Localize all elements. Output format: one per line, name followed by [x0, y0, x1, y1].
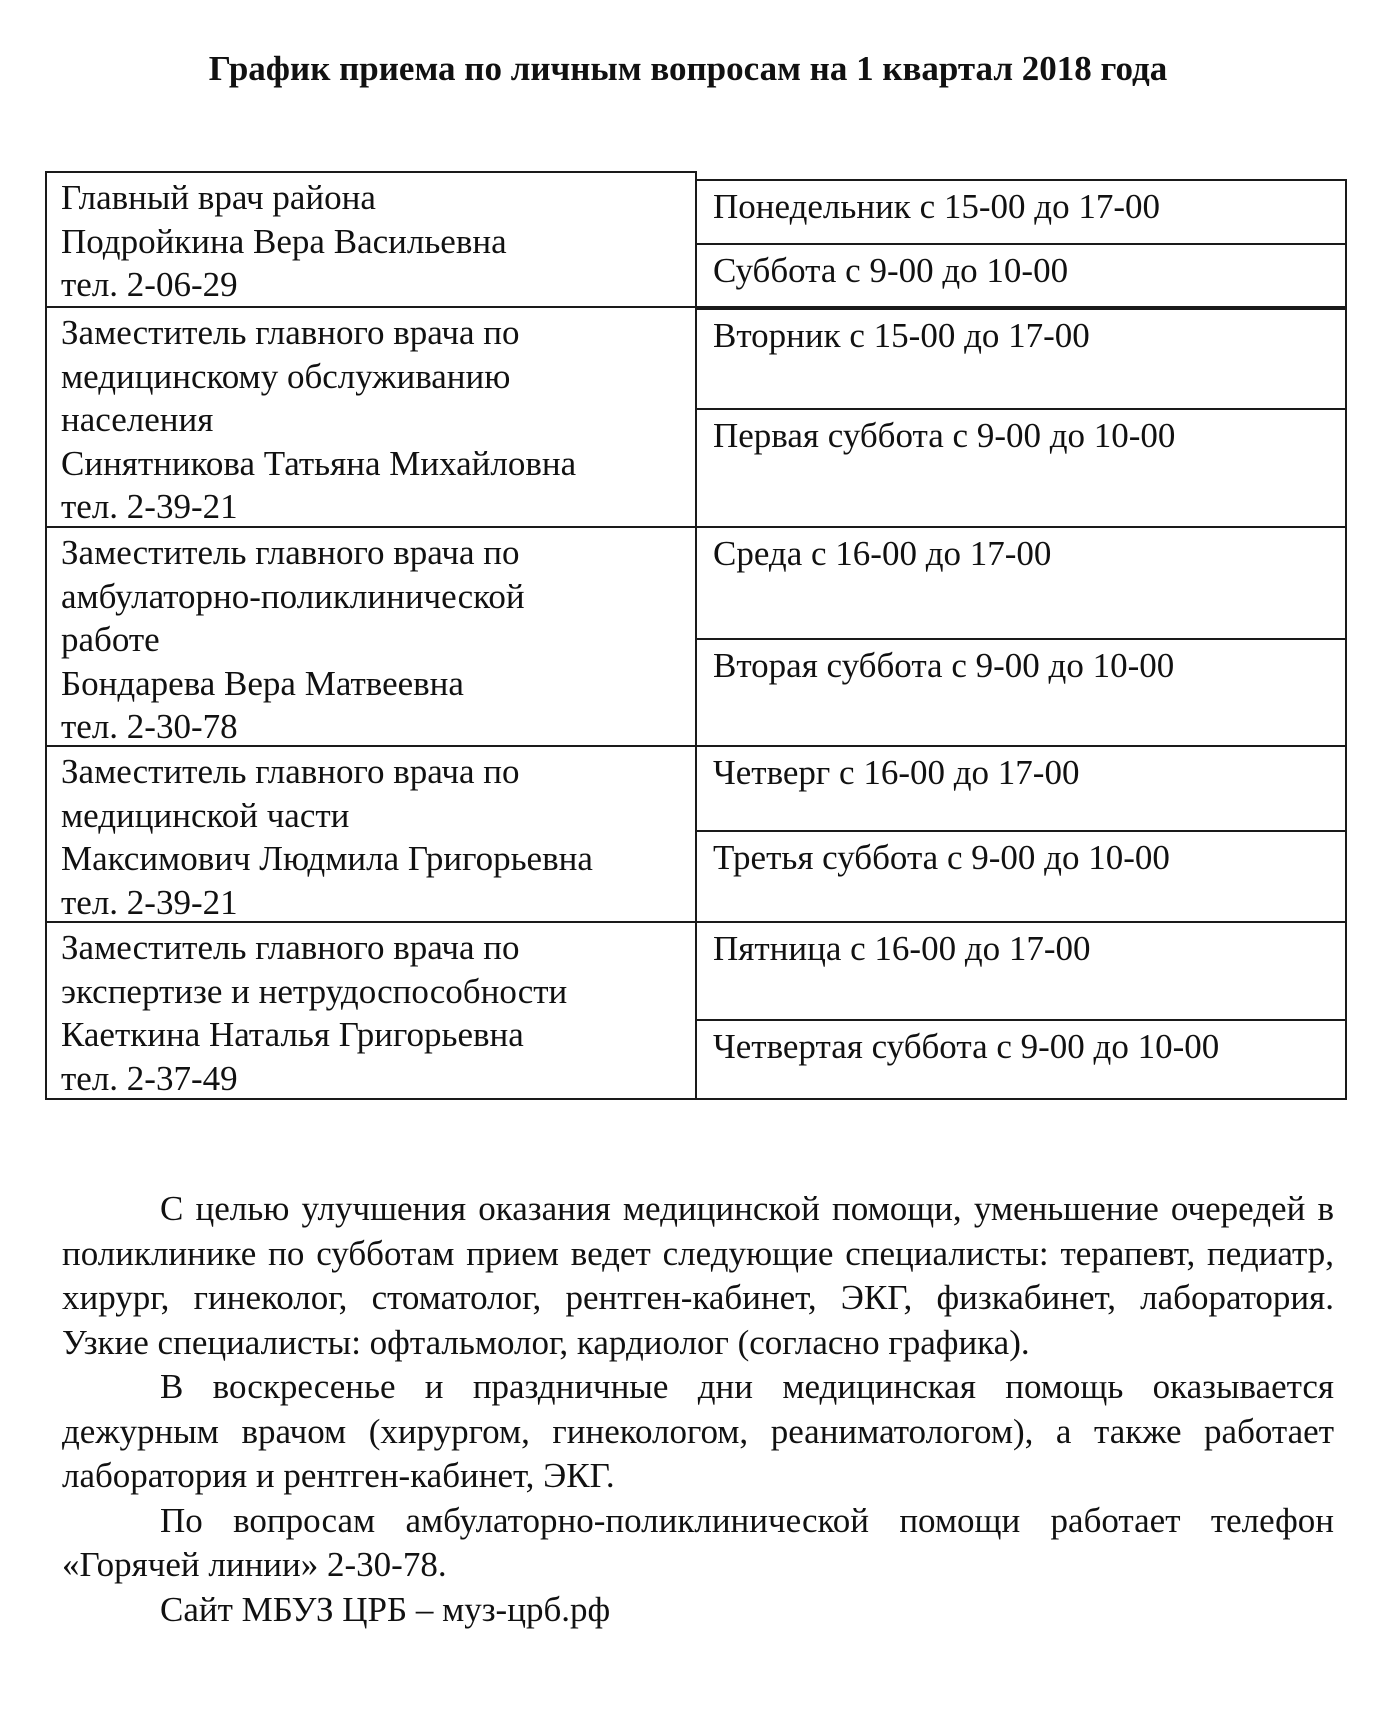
- official-cell: [45, 921, 697, 1100]
- official-phone: тел. 2-39-21: [61, 882, 238, 922]
- official-name: Максимович Людмила Григорьевна: [61, 839, 593, 878]
- schedule-row: [45, 306, 1347, 528]
- weekday-slot: Понедельник с 15-00 до 17-00: [695, 179, 1347, 245]
- hotline-paragraph: По вопросам амбулаторно-поликлинической помощи работает телефон «Горячей линии» 2-30-78.: [62, 1500, 1334, 1584]
- official-position: амбулаторно-поликлинической: [61, 576, 525, 616]
- weekday-slot: Вторник с 15-00 до 17-00: [695, 308, 1347, 410]
- saturday-slot: Первая суббота с 9-00 до 10-00: [695, 408, 1347, 528]
- official-position: Заместитель главного врача по: [61, 928, 520, 967]
- document-title: График приема по личным вопросам на 1 квартал 2018 года: [208, 49, 1168, 88]
- official-phone: тел. 2-30-78: [61, 707, 238, 746]
- schedule-row: [45, 526, 1347, 747]
- saturday-slot: Вторая суббота с 9-00 до 10-00: [695, 638, 1347, 747]
- weekday-slot: Среда с 16-00 до 17-00: [695, 526, 1347, 640]
- weekday-slot: Пятница с 16-00 до 17-00: [695, 921, 1347, 1021]
- official-cell: [45, 745, 697, 923]
- official-position: экспертизе и нетрудоспособности: [61, 971, 568, 1011]
- official-position: населения: [61, 400, 214, 439]
- official-position: Заместитель главного врача по: [61, 533, 520, 572]
- official-name: Каеткина Наталья Григорьевна: [61, 1015, 524, 1054]
- saturday-slot: Четвертая суббота с 9-00 до 10-00: [695, 1019, 1347, 1100]
- schedule-row: [45, 745, 1347, 923]
- official-position: Главный врач района: [61, 178, 376, 217]
- official-position: медицинскому обслуживанию: [61, 356, 511, 396]
- official-phone: тел. 2-37-49: [61, 1058, 238, 1098]
- website-line: Сайт МБУЗ ЦРБ – муз-црб.рф: [160, 1589, 611, 1629]
- official-position: Заместитель главного врача по: [61, 752, 520, 791]
- saturday-slot: Третья суббота с 9-00 до 10-00: [695, 830, 1347, 923]
- notes-section: [62, 1187, 1334, 1632]
- official-position: Заместитель главного врача по: [61, 313, 520, 352]
- official-phone: тел. 2-06-29: [61, 265, 238, 304]
- official-cell: [45, 306, 697, 528]
- official-name: Подройкина Вера Васильевна: [61, 221, 507, 261]
- official-position: работе: [61, 620, 160, 659]
- saturday-slot: Суббота с 9-00 до 10-00: [695, 243, 1347, 308]
- schedule-row: [45, 171, 1347, 308]
- official-name: Бондарева Вера Матвеевна: [61, 663, 464, 703]
- weekday-slot: Четверг с 16-00 до 17-00: [695, 745, 1347, 832]
- official-cell: [45, 171, 697, 308]
- schedule-row: [45, 921, 1347, 1100]
- schedule-table: [45, 171, 1347, 1100]
- official-phone: тел. 2-39-21: [61, 487, 238, 526]
- official-name: Синятникова Татьяна Михайловна: [61, 443, 577, 483]
- official-cell: [45, 526, 697, 747]
- official-position: медицинской части: [61, 795, 350, 835]
- holiday-duty-paragraph: В воскресенье и праздничные дни медицинская помощь оказывается дежурным врачом (хирургом, гинекологом, реаниматологом), а также работает лаборатория и рентген-кабинет, ЭКГ.: [62, 1367, 1334, 1495]
- saturday-specialists-paragraph: С целью улучшения оказания медицинской помощи, уменьшение очередей в поликлинике по субботам прием ведет следующие специалисты: терапевт, педиатр, хирург, гинеколог, стоматолог, рентген-кабинет, ЭКГ, физкабинет, лаборатория. Узкие специалисты: офтальмолог, кардиолог (согласно графика).: [62, 1189, 1334, 1362]
